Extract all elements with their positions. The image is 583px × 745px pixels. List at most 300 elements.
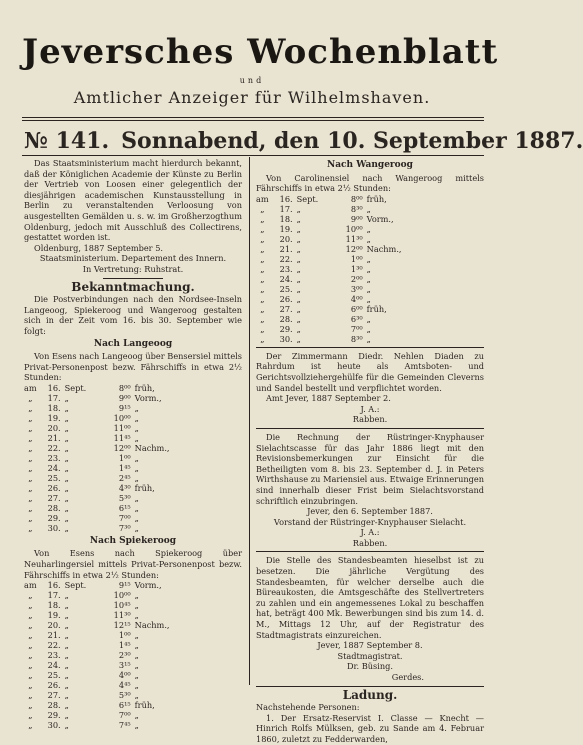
schedule-cell-t: 4⁰⁰ bbox=[350, 293, 363, 304]
schedule-cell-q: „ bbox=[260, 303, 265, 314]
schedule-row bbox=[24, 700, 174, 710]
schedule-cell-q: „ bbox=[28, 452, 33, 463]
schedule-cell-t: 10⁴⁵ bbox=[113, 600, 131, 611]
langeoog-schedule bbox=[24, 383, 174, 533]
schedule-cell-d: 20. bbox=[47, 620, 61, 631]
schedule-cell-t: 3¹⁵ bbox=[118, 660, 131, 671]
schedule-row bbox=[24, 580, 174, 590]
schedule-row bbox=[24, 600, 174, 610]
schedule-cell-s: „ bbox=[366, 233, 371, 244]
schedule-cell-s: früh, bbox=[366, 303, 387, 314]
schedule-cell-t: 11³⁰ bbox=[113, 610, 131, 621]
schedule-row bbox=[24, 483, 174, 493]
schedule-cell-s: „ bbox=[134, 432, 139, 443]
schedule-cell-s: „ bbox=[366, 323, 371, 334]
schedule-cell-d: 17. bbox=[279, 203, 293, 214]
schedule-cell-t: 1⁰⁰ bbox=[118, 630, 131, 641]
schedule-cell-q: „ bbox=[260, 223, 265, 234]
schedule-cell-s: „ bbox=[134, 502, 139, 513]
notice-nehlen-date: Amt Jever, 1887 September 2. bbox=[266, 393, 391, 404]
schedule-cell-m: „ bbox=[64, 402, 69, 413]
schedule-cell-m: „ bbox=[64, 710, 69, 721]
schedule-cell-m: „ bbox=[64, 392, 69, 403]
schedule-cell-d: 30. bbox=[47, 522, 61, 533]
schedule-cell-q: „ bbox=[28, 690, 33, 701]
schedule-row bbox=[256, 334, 406, 344]
schedule-cell-s: Vorm., bbox=[134, 392, 162, 403]
notice-standes-sign: Dr. Büsing. bbox=[346, 661, 393, 672]
schedule-cell-t: 8³⁰ bbox=[350, 203, 363, 214]
schedule-cell-q: „ bbox=[28, 442, 33, 453]
schedule-cell-q: „ bbox=[28, 482, 33, 493]
schedule-cell-m: „ bbox=[64, 640, 69, 651]
schedule-row bbox=[256, 284, 406, 294]
schedule-cell-q: „ bbox=[28, 660, 33, 671]
schedule-row bbox=[24, 670, 174, 680]
schedule-cell-q: „ bbox=[28, 700, 33, 711]
schedule-cell-t: 4⁴⁵ bbox=[118, 680, 131, 691]
schedule-row bbox=[24, 710, 174, 720]
schedule-cell-q: „ bbox=[28, 522, 33, 533]
schedule-cell-d: 25. bbox=[47, 670, 61, 681]
notice-standesbeamter: Die Stelle des Standesbeamten hieselbst ist zu besetzen. Die jährliche Vergütung des Standesbeamten, für welcher derselbe auch die Büreaukosten, die Amtsgeschäfte des Stellvertreters zu zahlen und ein angemessenes Lokal zu beschaffen hat, beträgt 400 Mk. Bewerbungen sind bis zum 14. d. M., Mittags 12 Uhr, auf der Registratur des Stadtmagistrats einzureichen. bbox=[256, 555, 484, 640]
spiekeroog-schedule bbox=[24, 580, 174, 730]
schedule-cell-s: „ bbox=[366, 253, 371, 264]
schedule-cell-t: 12⁰⁰ bbox=[113, 442, 131, 453]
schedule-cell-s: „ bbox=[134, 422, 139, 433]
schedule-cell-q: „ bbox=[28, 650, 33, 661]
schedule-row bbox=[256, 214, 406, 224]
schedule-cell-m: „ bbox=[296, 293, 301, 304]
schedule-cell-q: „ bbox=[260, 213, 265, 224]
schedule-cell-m: „ bbox=[296, 223, 301, 234]
schedule-cell-s: „ bbox=[366, 313, 371, 324]
schedule-cell-s: „ bbox=[134, 452, 139, 463]
schedule-cell-q: „ bbox=[260, 293, 265, 304]
schedule-cell-s: „ bbox=[366, 263, 371, 274]
schedule-cell-d: 24. bbox=[47, 462, 61, 473]
schedule-cell-d: 26. bbox=[47, 680, 61, 691]
heading-ladung: Ladung. bbox=[342, 687, 398, 702]
schedule-cell-s: „ bbox=[134, 402, 139, 413]
schedule-cell-q: „ bbox=[260, 243, 265, 254]
spiekeroog-text: Von Esens nach Spiekeroog über Neuharlingersiel mittels Privat-Personenpost bezw. Fährschiffs in etwa 2½ Stunden: bbox=[24, 548, 242, 580]
schedule-row bbox=[24, 503, 174, 513]
schedule-row bbox=[24, 690, 174, 700]
schedule-cell-d: 23. bbox=[279, 263, 293, 274]
schedule-cell-s: „ bbox=[134, 680, 139, 691]
schedule-cell-d: 17. bbox=[47, 392, 61, 403]
schedule-cell-q: „ bbox=[260, 333, 265, 344]
schedule-row bbox=[24, 473, 174, 483]
schedule-cell-q: „ bbox=[28, 402, 33, 413]
schedule-cell-t: 8³⁰ bbox=[350, 333, 363, 344]
schedule-cell-d: 22. bbox=[47, 442, 61, 453]
schedule-cell-q: „ bbox=[28, 432, 33, 443]
schedule-cell-m: „ bbox=[64, 600, 69, 611]
schedule-cell-m: Sept. bbox=[296, 193, 319, 204]
schedule-cell-t: 7⁰⁰ bbox=[118, 512, 131, 523]
schedule-cell-d: 20. bbox=[279, 233, 293, 244]
issue-line bbox=[24, 128, 583, 154]
left-column bbox=[24, 158, 242, 730]
schedule-cell-d: 21. bbox=[279, 243, 293, 254]
schedule-cell-m: „ bbox=[64, 452, 69, 463]
schedule-cell-s: „ bbox=[366, 273, 371, 284]
schedule-cell-d: 19. bbox=[47, 610, 61, 621]
schedule-cell-m: „ bbox=[64, 412, 69, 423]
top-rule bbox=[22, 117, 484, 118]
schedule-cell-d: 28. bbox=[279, 313, 293, 324]
schedule-cell-d: 16. bbox=[47, 580, 61, 591]
schedule-cell-q: „ bbox=[260, 313, 265, 324]
schedule-cell-s: früh, bbox=[134, 382, 155, 393]
schedule-cell-m: „ bbox=[64, 720, 69, 731]
schedule-cell-m: „ bbox=[64, 512, 69, 523]
schedule-cell-q: „ bbox=[28, 710, 33, 721]
right-column bbox=[256, 158, 484, 745]
schedule-cell-q: „ bbox=[260, 203, 265, 214]
schedule-row bbox=[256, 274, 406, 284]
schedule-cell-d: 26. bbox=[47, 482, 61, 493]
schedule-row bbox=[256, 224, 406, 234]
schedule-cell-q: „ bbox=[28, 472, 33, 483]
schedule-cell-s: Nachm., bbox=[134, 620, 170, 631]
schedule-cell-s: „ bbox=[134, 522, 139, 533]
schedule-cell-d: 22. bbox=[279, 253, 293, 264]
schedule-row bbox=[24, 413, 174, 423]
schedule-cell-t: 12⁰⁰ bbox=[345, 243, 363, 254]
schedule-cell-d: 20. bbox=[47, 422, 61, 433]
schedule-cell-t: 12¹⁵ bbox=[113, 620, 131, 631]
schedule-cell-q: „ bbox=[28, 462, 33, 473]
newspaper-title: Jeversches Wochenblatt bbox=[22, 32, 499, 72]
schedule-cell-d: 18. bbox=[47, 600, 61, 611]
schedule-cell-q: „ bbox=[28, 590, 33, 601]
schedule-cell-t: 8⁰⁰ bbox=[118, 382, 131, 393]
schedule-cell-m: „ bbox=[64, 620, 69, 631]
newspaper-subtitle: Amtlicher Anzeiger für Wilhelmshaven. bbox=[73, 88, 431, 107]
schedule-row bbox=[24, 393, 174, 403]
schedule-cell-s: „ bbox=[134, 720, 139, 731]
schedule-cell-d: 16. bbox=[279, 193, 293, 204]
schedule-cell-s: „ bbox=[134, 670, 139, 681]
schedule-cell-t: 6³⁰ bbox=[350, 313, 363, 324]
schedule-cell-t: 1⁴⁵ bbox=[118, 462, 131, 473]
schedule-cell-m: „ bbox=[64, 700, 69, 711]
schedule-cell-q: „ bbox=[260, 283, 265, 294]
schedule-row bbox=[24, 660, 174, 670]
schedule-cell-t: 2⁰⁰ bbox=[350, 273, 363, 284]
schedule-cell-t: 2⁴⁵ bbox=[118, 472, 131, 483]
schedule-cell-d: 27. bbox=[47, 690, 61, 701]
schedule-row bbox=[256, 194, 406, 204]
schedule-cell-m: „ bbox=[64, 472, 69, 483]
schedule-cell-m: „ bbox=[64, 522, 69, 533]
schedule-cell-m: Sept. bbox=[64, 580, 87, 591]
schedule-cell-s: „ bbox=[366, 293, 371, 304]
schedule-cell-d: 27. bbox=[279, 303, 293, 314]
schedule-cell-t: 9⁰⁰ bbox=[118, 392, 131, 403]
schedule-cell-t: 7³⁰ bbox=[118, 522, 131, 533]
notice-standes-date: Jever, 1887 September 8. bbox=[317, 640, 423, 651]
schedule-cell-d: 23. bbox=[47, 452, 61, 463]
schedule-cell-m: „ bbox=[296, 283, 301, 294]
schedule-cell-t: 9¹⁵ bbox=[118, 402, 131, 413]
schedule-cell-m: „ bbox=[64, 482, 69, 493]
schedule-cell-t: 1³⁰ bbox=[350, 263, 363, 274]
separator bbox=[256, 347, 484, 348]
notice-nehlen: Der Zimmermann Diedr. Nehlen Diaden zu Rahrdum ist heute als Amtsboten- und Gerichtsvollziehergehülfe für die Gemeinden Cleverns und Sandel bestellt und verpflichtet worden. bbox=[256, 350, 484, 393]
notice-sielacht: Die Rechnung der Rüstringer-Knyphauser Sielachtscasse für das Jahr 1886 liegt mit den Revisionsbemerkungen zur Einsicht für die Betheiligten vom 8. bis 23. September d. J. in Peters Wirthshause zu Mariensiel aus. Etwaige Erinnerungen sind innerhalb dieser Frist beim Sielachtsvorstand schriftlich einzubringen. bbox=[256, 431, 484, 506]
schedule-cell-q: „ bbox=[28, 422, 33, 433]
schedule-cell-q: am bbox=[24, 382, 37, 393]
schedule-cell-d: 22. bbox=[47, 640, 61, 651]
notice-standes-magistrat: Stadtmagistrat. bbox=[337, 650, 403, 661]
schedule-cell-m: „ bbox=[64, 432, 69, 443]
schedule-cell-s: „ bbox=[134, 690, 139, 701]
schedule-row bbox=[24, 493, 174, 503]
schedule-cell-s: „ bbox=[366, 223, 371, 234]
schedule-row bbox=[256, 204, 406, 214]
schedule-cell-m: „ bbox=[296, 213, 301, 224]
schedule-row bbox=[256, 314, 406, 324]
schedule-cell-q: „ bbox=[260, 233, 265, 244]
separator bbox=[256, 686, 484, 687]
schedule-cell-m: „ bbox=[64, 610, 69, 621]
schedule-cell-m: „ bbox=[64, 660, 69, 671]
schedule-cell-d: 18. bbox=[279, 213, 293, 224]
schedule-cell-s: Vorm., bbox=[134, 580, 162, 591]
heading-langeoog: Nach Langeoog bbox=[93, 338, 173, 349]
schedule-cell-s: „ bbox=[366, 333, 371, 344]
schedule-cell-q: „ bbox=[28, 392, 33, 403]
notice-sielacht-sign: Rabben. bbox=[352, 537, 388, 548]
schedule-cell-s: „ bbox=[134, 640, 139, 651]
schedule-row bbox=[24, 403, 174, 413]
schedule-cell-t: 10⁰⁰ bbox=[345, 223, 363, 234]
schedule-cell-t: 1⁰⁰ bbox=[118, 452, 131, 463]
schedule-cell-d: 25. bbox=[279, 283, 293, 294]
schedule-cell-q: „ bbox=[28, 720, 33, 731]
notice-sielacht-ia: J. A.: bbox=[360, 527, 380, 538]
schedule-cell-q: „ bbox=[28, 600, 33, 611]
schedule-cell-m: „ bbox=[296, 243, 301, 254]
schedule-cell-m: „ bbox=[64, 502, 69, 513]
schedule-cell-q: „ bbox=[28, 412, 33, 423]
schedule-row bbox=[24, 463, 174, 473]
schedule-cell-s: „ bbox=[134, 660, 139, 671]
separator bbox=[256, 428, 484, 429]
schedule-cell-q: „ bbox=[28, 640, 33, 651]
schedule-row bbox=[256, 294, 406, 304]
schedule-cell-s: früh, bbox=[366, 193, 387, 204]
heading-bekanntmachung: Bekanntmachung. bbox=[71, 279, 195, 294]
schedule-cell-d: 19. bbox=[279, 223, 293, 234]
schedule-cell-s: „ bbox=[134, 462, 139, 473]
schedule-cell-s: „ bbox=[134, 600, 139, 611]
schedule-cell-s: „ bbox=[134, 710, 139, 721]
schedule-cell-q: „ bbox=[28, 680, 33, 691]
column-divider bbox=[249, 157, 250, 685]
schedule-cell-s: „ bbox=[134, 472, 139, 483]
schedule-cell-s: „ bbox=[134, 610, 139, 621]
schedule-cell-d: 29. bbox=[47, 512, 61, 523]
schedule-cell-d: 21. bbox=[47, 432, 61, 443]
schedule-cell-m: „ bbox=[296, 263, 301, 274]
schedule-cell-d: 26. bbox=[279, 293, 293, 304]
schedule-cell-t: 7⁰⁰ bbox=[118, 710, 131, 721]
wangeroog-text: Von Carolinensiel nach Wangeroog mittels Fährschiffs in etwa 2½ Stunden: bbox=[256, 172, 484, 194]
ladung-text: 1. Der Ersatz-Reservist I. Classe — Knecht — Hinrich Rolfs Mülksen, geb. zu Sande am 4. Februar 1860, zuletzt zu Fedderwarden, bbox=[256, 712, 484, 744]
heading-wangeroog: Nach Wangeroog bbox=[327, 160, 413, 170]
schedule-cell-m: „ bbox=[64, 492, 69, 503]
schedule-cell-m: „ bbox=[296, 273, 301, 284]
schedule-row bbox=[24, 383, 174, 393]
schedule-cell-t: 5³⁰ bbox=[118, 492, 131, 503]
schedule-cell-t: 6⁰⁰ bbox=[350, 303, 363, 314]
schedule-cell-q: „ bbox=[28, 670, 33, 681]
schedule-cell-s: „ bbox=[366, 203, 371, 214]
schedule-row bbox=[24, 720, 174, 730]
schedule-cell-t: 11⁴⁵ bbox=[113, 432, 131, 443]
separator bbox=[256, 551, 484, 552]
schedule-cell-s: „ bbox=[134, 412, 139, 423]
schedule-cell-q: „ bbox=[260, 253, 265, 264]
schedule-cell-q: „ bbox=[260, 323, 265, 334]
schedule-cell-m: „ bbox=[296, 313, 301, 324]
schedule-cell-t: 3⁰⁰ bbox=[350, 283, 363, 294]
schedule-cell-q: „ bbox=[260, 263, 265, 274]
schedule-cell-d: 19. bbox=[47, 412, 61, 423]
schedule-cell-t: 5³⁰ bbox=[118, 690, 131, 701]
schedule-cell-s: „ bbox=[134, 512, 139, 523]
schedule-cell-d: 16. bbox=[47, 382, 61, 393]
schedule-cell-q: „ bbox=[28, 492, 33, 503]
schedule-cell-q: „ bbox=[28, 620, 33, 631]
schedule-cell-m: „ bbox=[296, 253, 301, 264]
schedule-row bbox=[24, 513, 174, 523]
notice-sielacht-date: Jever, den 6. September 1887. bbox=[307, 506, 433, 517]
schedule-cell-d: 29. bbox=[47, 710, 61, 721]
separator bbox=[103, 278, 163, 279]
schedule-cell-t: 10⁰⁰ bbox=[113, 590, 131, 601]
heading-spiekeroog: Nach Spiekeroog bbox=[89, 535, 177, 546]
schedule-cell-m: „ bbox=[296, 203, 301, 214]
notice-standes-gerdes: Gerdes. bbox=[391, 672, 424, 682]
schedule-cell-d: 30. bbox=[47, 720, 61, 731]
schedule-cell-q: „ bbox=[28, 610, 33, 621]
schedule-cell-t: 2³⁰ bbox=[118, 650, 131, 661]
schedule-row bbox=[24, 423, 174, 433]
schedule-row bbox=[256, 304, 406, 314]
schedule-cell-m: „ bbox=[64, 630, 69, 641]
schedule-cell-t: 8⁰⁰ bbox=[350, 193, 363, 204]
schedule-row bbox=[24, 590, 174, 600]
schedule-cell-d: 24. bbox=[47, 660, 61, 671]
schedule-cell-m: „ bbox=[64, 690, 69, 701]
schedule-cell-s: „ bbox=[134, 650, 139, 661]
schedule-cell-t: 6¹⁵ bbox=[118, 700, 131, 711]
schedule-row bbox=[24, 610, 174, 620]
schedule-cell-q: „ bbox=[28, 512, 33, 523]
schedule-cell-m: „ bbox=[64, 670, 69, 681]
schedule-cell-t: 10⁰⁰ bbox=[113, 412, 131, 423]
schedule-cell-s: Vorm., bbox=[366, 213, 394, 224]
schedule-cell-t: 7⁴⁵ bbox=[118, 720, 131, 731]
notice-academy-date: Oldenburg, 1887 September 5. bbox=[34, 242, 164, 253]
schedule-cell-t: 9⁰⁰ bbox=[350, 213, 363, 224]
schedule-cell-t: 1⁴⁵ bbox=[118, 640, 131, 651]
schedule-cell-m: „ bbox=[64, 462, 69, 473]
schedule-cell-d: 30. bbox=[279, 333, 293, 344]
schedule-row bbox=[24, 640, 174, 650]
schedule-cell-t: 4³⁰ bbox=[118, 482, 131, 493]
schedule-row bbox=[24, 453, 174, 463]
notice-nehlen-sign: Rabben. bbox=[352, 414, 388, 425]
schedule-cell-m: „ bbox=[296, 333, 301, 344]
langeoog-text: Von Esens nach Langeoog über Bensersiel mittels Privat-Personenpost bezw. Fährschiffs in etwa 2½ Stunden: bbox=[24, 351, 242, 383]
schedule-cell-d: 17. bbox=[47, 590, 61, 601]
ladung-intro: Nachstehende Personen: bbox=[256, 702, 360, 713]
schedule-cell-t: 4⁰⁰ bbox=[118, 670, 131, 681]
top-rule-2 bbox=[22, 120, 484, 121]
issue-number: № 141. bbox=[24, 128, 110, 154]
schedule-row bbox=[24, 630, 174, 640]
schedule-cell-m: „ bbox=[64, 422, 69, 433]
schedule-cell-m: „ bbox=[296, 303, 301, 314]
schedule-cell-t: 11³⁰ bbox=[345, 233, 363, 244]
schedule-cell-d: 24. bbox=[279, 273, 293, 284]
schedule-row bbox=[24, 620, 174, 630]
schedule-row bbox=[24, 433, 174, 443]
schedule-cell-q: am bbox=[24, 580, 37, 591]
notice-academy-dept: Staatsministerium. Departement des Innern. bbox=[39, 253, 227, 264]
schedule-cell-d: 28. bbox=[47, 502, 61, 513]
schedule-cell-s: „ bbox=[134, 590, 139, 601]
schedule-cell-d: 23. bbox=[47, 650, 61, 661]
notice-sielacht-vorstand: Vorstand der Rüstringer-Knyphauser Sielacht. bbox=[273, 516, 467, 527]
schedule-cell-t: 1⁰⁰ bbox=[350, 253, 363, 264]
schedule-row bbox=[256, 254, 406, 264]
schedule-cell-m: „ bbox=[296, 233, 301, 244]
schedule-row bbox=[24, 650, 174, 660]
schedule-cell-d: 18. bbox=[47, 402, 61, 413]
schedule-row bbox=[24, 443, 174, 453]
schedule-row bbox=[24, 523, 174, 533]
schedule-cell-m: „ bbox=[64, 680, 69, 691]
schedule-cell-s: früh, bbox=[134, 482, 155, 493]
schedule-cell-q: „ bbox=[260, 273, 265, 284]
schedule-cell-q: „ bbox=[28, 630, 33, 641]
notice-nehlen-ia: J. A.: bbox=[360, 403, 380, 414]
schedule-row bbox=[256, 264, 406, 274]
schedule-cell-m: „ bbox=[64, 650, 69, 661]
schedule-cell-m: „ bbox=[296, 323, 301, 334]
schedule-cell-s: „ bbox=[366, 283, 371, 294]
schedule-cell-m: „ bbox=[64, 590, 69, 601]
schedule-cell-s: „ bbox=[134, 492, 139, 503]
schedule-row bbox=[24, 680, 174, 690]
schedule-cell-d: 21. bbox=[47, 630, 61, 641]
schedule-cell-m: Sept. bbox=[64, 382, 87, 393]
schedule-cell-q: „ bbox=[28, 502, 33, 513]
schedule-cell-d: 29. bbox=[279, 323, 293, 334]
issue-date: Sonnabend, den 10. September 1887. bbox=[121, 128, 583, 154]
schedule-cell-d: 27. bbox=[47, 492, 61, 503]
schedule-row bbox=[256, 324, 406, 334]
schedule-cell-t: 11⁰⁰ bbox=[113, 422, 131, 433]
